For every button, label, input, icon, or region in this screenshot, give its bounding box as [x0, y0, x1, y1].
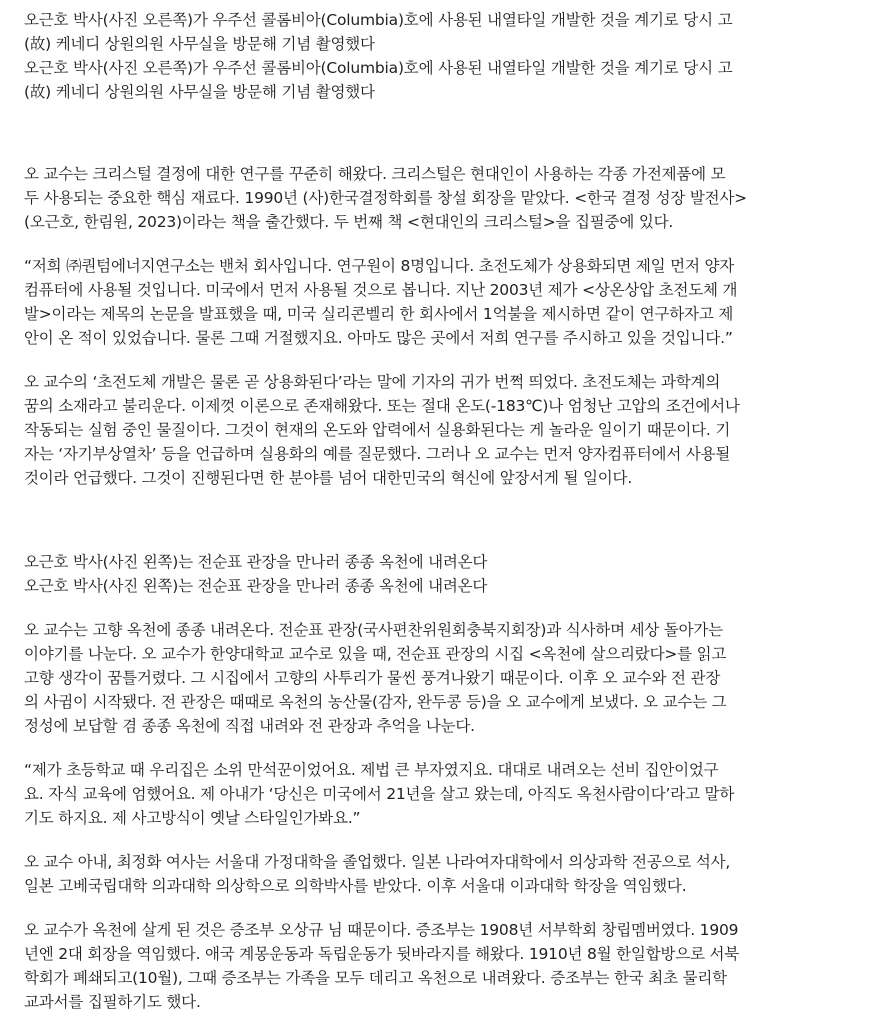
photo-caption-line-duplicate: 오근호 박사(사진 왼쪽)는 전순표 관장을 만나러 종종 옥천에 내려온다: [24, 577, 488, 595]
quote-quantum-energy: “저희 ㈜퀀텀에너지연구소는 밴처 회사입니다. 연구원이 8명입니다. 초전도체가 상용화되면 제일 먼저 양자 컴퓨터에 사용될 것입니다. 미국에서 먼저 사용될 것으로 봅니다. 지난 2003년 제가 <상온상압 초전도체 개 발>이라는 제목의 논문을 발표했을 때, 미국 실리콘벨리 한 회사에서 1억불을 제시하면 같이 연구하자고 제 안이 온 적이 있었습니다. 물론 그때 거절했지요. 아마도 많은 곳에서 저희 연구를 주시하고 있을 것입니다.”: [24, 257, 738, 347]
spacer: [24, 350, 838, 370]
spacer: [24, 598, 838, 618]
paragraph-wife: 오 교수 아내, 최정화 여사는 서울대 가정대학을 졸업했다. 일본 나라여자대학에서 의상과학 전공으로 석사, 일본 고베국립대학 의과대학 의상학으로 의학박사를 받았다. 이후 서울대 이과대학 학장을 역임했다.: [24, 853, 731, 895]
spacer: [24, 898, 838, 918]
photo-caption-line: 오근호 박사(사진 오른쪽)가 우주선 콜롬비아(Columbia)호에 사용된 내열타일 개발한 것을 계기로 당시 고 (故) 케네디 상원의원 사무실을 방문해 기념 촬영했다: [24, 11, 733, 53]
paragraph-crystal-research: 오 교수는 크리스털 결정에 대한 연구를 꾸준히 해왔다. 크리스털은 현대인이 사용하는 각종 가전제품에 모 두 사용되는 중요한 핵심 재료다. 1990년 (사)한국결정학회를 창설 회장을 맡았다. <한국 결정 성장 발전사> (오근호, 한림원, 2023)이라는 책을 출간했다. 두 번째 책 <현대인의 크리스털>을 집필중에 있다.: [24, 165, 747, 231]
photo-caption-line-duplicate: 오근호 박사(사진 오른쪽)가 우주선 콜롬비아(Columbia)호에 사용된 내열타일 개발한 것을 계기로 당시 고 (故) 케네디 상원의원 사무실을 방문해 기념 촬영했다: [24, 59, 733, 101]
spacer: [24, 234, 838, 254]
spacer: [24, 104, 838, 162]
photo-caption-1: [24, 8, 838, 104]
paragraph-superconductor: 오 교수의 ‘초전도체 개발은 물론 곧 상용화된다’라는 말에 기자의 귀가 번쩍 띄었다. 초전도체는 과학계의 꿈의 소재라고 불리운다. 이제껏 이론으로 존재해왔다. 또는 절대 온도(-183℃)나 엄청난 고압의 조건에서나 작동되는 실험 중인 물질이다. 그것이 현재의 온도와 압력에서 실용화된다는 게 놀라운 일이기 때문이다. 기 자는 ‘자기부상열차’ 등을 언급하며 실용화의 예를 질문했다. 그러나 오 교수는 먼저 양자컴퓨터에서 사용될 것이라 언급했다. 그것이 진행된다면 한 분야를 넘어 대한민국의 혁신에 앞장서게 될 일이다.: [24, 373, 740, 487]
photo-caption-line: 오근호 박사(사진 왼쪽)는 전순표 관장을 만나러 종종 옥천에 내려온다: [24, 553, 488, 571]
quote-childhood: “제가 초등학교 때 우리집은 소위 만석꾼이었어요. 제법 큰 부자였지요. 대대로 내려오는 선비 집안이었구 요. 자식 교육에 엄했어요. 제 아내가 ‘당신은 미국에서 21년을 살고 왔는데, 아직도 옥천사람이다’라고 말하 기도 하지요. 제 사고방식이 옛날 스타일인가봐요.”: [24, 761, 735, 827]
spacer: [24, 830, 838, 850]
spacer: [24, 738, 838, 758]
spacer: [24, 490, 838, 550]
paragraph-hometown-okcheon: 오 교수는 고향 옥천에 종종 내려온다. 전순표 관장(국사편찬위원회충북지회장)과 식사하며 세상 돌아가는 이야기를 나눈다. 오 교수가 한양대학교 교수로 있을 때, 전순표 관장의 시집 <옥천에 살으리랐다>를 읽고 고향 생각이 꿈틀거렸다. 그 시집에서 고향의 사투리가 물씬 풍겨나왔기 때문이다. 이후 오 교수와 전 관장 의 사귐이 시작됐다. 전 관장은 때때로 옥천의 농산물(감자, 완두콩 등)을 오 교수에게 보냈다. 오 교수는 그 정성에 보답할 겸 종종 옥천에 직접 내려와 전 관장과 추억을 나눈다.: [24, 621, 727, 735]
paragraph-great-grandfather: 오 교수가 옥천에 살게 된 것은 증조부 오상규 님 때문이다. 증조부는 1908년 서부학회 창립멤버였다. 1909 년엔 2대 회장을 역임했다. 애국 계몽운동과 독립운동가 뒷바라지를 해왔다. 1910년 8월 한일합방으로 서북 학회가 폐쇄되고(10월), 그때 증조부는 가족을 모두 데리고 옥천으로 내려왔다. 증조부는 한국 최초 물리학 교과서를 집필하기도 했다.: [24, 921, 740, 1011]
photo-caption-2: [24, 550, 838, 598]
